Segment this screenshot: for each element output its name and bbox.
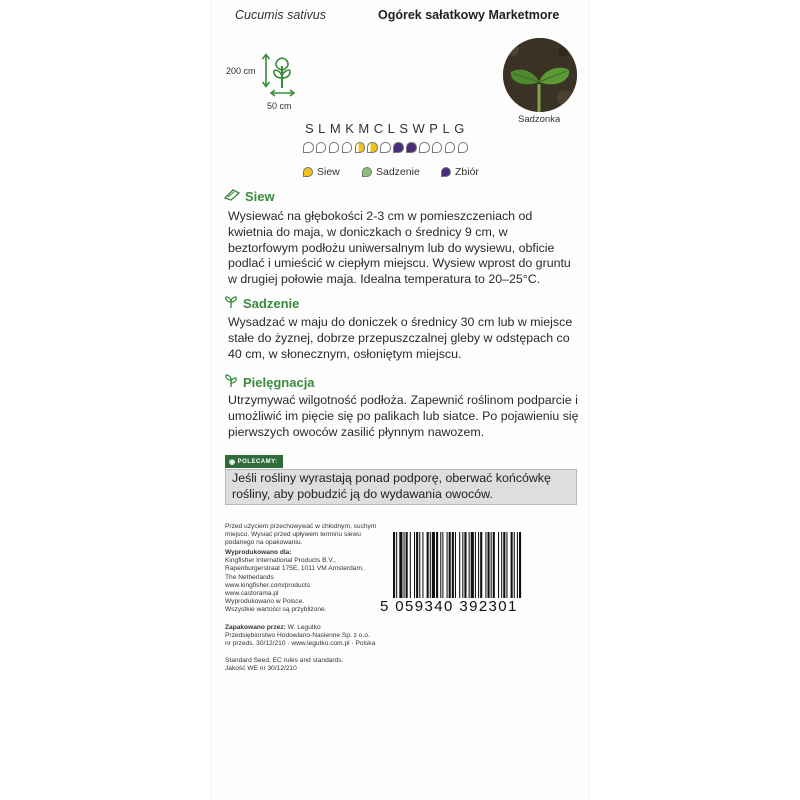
barcode-bar bbox=[432, 532, 435, 598]
plant-size-icon bbox=[260, 52, 302, 105]
barcode-bar bbox=[414, 532, 415, 598]
barcode-bar bbox=[399, 532, 402, 598]
barcode-bar bbox=[452, 532, 454, 598]
month-cell-sow bbox=[367, 142, 378, 153]
barcode-bar bbox=[491, 532, 492, 598]
planting-heading: Sadzenie bbox=[224, 295, 299, 312]
standard-note: Standard Seed, EC rules and standards. Jakość WE nr 30/12/210 bbox=[225, 657, 344, 673]
month-cell-none bbox=[419, 142, 430, 153]
barcode bbox=[393, 532, 571, 598]
barcode-bar bbox=[462, 532, 463, 598]
barcode-bar bbox=[478, 532, 479, 598]
barcode-bar bbox=[396, 532, 397, 598]
barcode-bar bbox=[449, 532, 451, 598]
barcode-bar bbox=[427, 532, 429, 598]
month-calendar bbox=[303, 142, 468, 153]
storage-note: Przed użyciem przechowywać w chłodnym, suchym miejscu. Wysiać przed upływem terminu siewu podanego na opakowaniu. bbox=[225, 523, 377, 547]
plant-drop-icon bbox=[362, 167, 372, 177]
legend-harvest: Zbiór bbox=[441, 166, 479, 178]
barcode-bar bbox=[519, 532, 521, 598]
barcode-bar bbox=[511, 532, 513, 598]
month-cell-none bbox=[329, 142, 340, 153]
sow-heading: Siew bbox=[224, 189, 275, 204]
produced-for: Wyprodukowano dla: Kingfisher International Products B.V., Rapenburgerstraat 175E, 1011 VM Amsterdam, The Netherlands www.kingfisher.com/products www.castorama.pl Wyprodukowano w Polsce. Wszystkie wartości są przybliżone. bbox=[225, 549, 364, 614]
width-label: 50 cm bbox=[267, 101, 292, 111]
barcode-bar bbox=[442, 532, 443, 598]
barcode-bar bbox=[406, 532, 408, 598]
harvest-drop-icon bbox=[441, 167, 451, 177]
height-label: 200 cm bbox=[226, 66, 256, 76]
barcode-bar bbox=[501, 532, 502, 598]
seedling-label: Sadzonka bbox=[518, 114, 561, 125]
barcode-bar bbox=[498, 532, 499, 598]
month-cell-none bbox=[445, 142, 456, 153]
plant-care-icon bbox=[224, 374, 238, 391]
barcode-digits: 5 059340 392301 bbox=[380, 598, 518, 615]
recommend-text: Jeśli rośliny wyrastają ponad podporę, oberwać końcówkę rośliny, aby pobudzić ją do wydawania owoców. bbox=[225, 469, 577, 505]
sprout-icon bbox=[224, 295, 238, 312]
barcode-bar bbox=[488, 532, 490, 598]
month-cell-none bbox=[458, 142, 469, 153]
barcode-bar bbox=[471, 532, 474, 598]
month-cell-none bbox=[342, 142, 353, 153]
care-text: Utrzymywać wilgotność podłoża. Zapewnić roślinom podparcie i umożliwić im pięcie się po palikach lub siatce. Po pojawieniu się pierwszych owoców zasilić płynnym nawozem. bbox=[228, 393, 579, 439]
barcode-bar bbox=[455, 532, 456, 598]
barcode-bar bbox=[469, 532, 470, 598]
product-title: Ogórek sałatkowy Marketmore bbox=[378, 8, 560, 22]
month-letters: SLMKMCLSWPLG bbox=[305, 121, 469, 136]
latin-name: Cucumis sativus bbox=[235, 8, 326, 22]
month-cell-none bbox=[380, 142, 391, 153]
month-cell-sow bbox=[355, 142, 366, 153]
barcode-bar bbox=[422, 532, 423, 598]
sow-text: Wysiewać na głębokości 2-3 cm w pomieszczeniach od kwietnia do maja, w doniczkach o średnicy 9 cm, w beztorfowym podłożu uniwersalnym lub do wysiewu, obficie podlać i umieścić w ciepłym miejscu. Wysiew wprost do gruntu w drugiej połowie maja. Idealna temperatura to 20–25°C. bbox=[228, 209, 571, 287]
barcode-bar bbox=[419, 532, 420, 598]
legend-sow: Siew bbox=[303, 166, 340, 178]
planting-text: Wysadzać w maju do doniczek o średnicy 30 cm lub w miejsce stałe do żyznej, dobrze przepuszczalnej gleby w odstępach co 40 cm, w słonecznym, osłoniętym miejscu. bbox=[228, 315, 573, 361]
barcode-bar bbox=[440, 532, 441, 598]
month-cell-none bbox=[303, 142, 314, 153]
barcode-bar bbox=[447, 532, 448, 598]
seed-packet-icon bbox=[224, 189, 240, 204]
barcode-bar bbox=[393, 532, 395, 598]
barcode-bar bbox=[464, 532, 466, 598]
barcode-bar bbox=[430, 532, 431, 598]
barcode-bar bbox=[475, 532, 476, 598]
care-heading: Pielęgnacja bbox=[224, 374, 315, 391]
packed-by: Zapakowano przez: W. Legutko Przedsiębiorstwo Hodowlano-Nasienne Sp. z o.o. nr przeds. 30/12/210 · www.legutko.com.pl · Polska bbox=[225, 624, 376, 648]
seedling-photo bbox=[503, 38, 577, 112]
recommend-band: ◉ POLECAMY: bbox=[225, 455, 283, 468]
barcode-bar bbox=[459, 532, 460, 598]
barcode-bar bbox=[506, 532, 507, 598]
sow-drop-icon bbox=[303, 167, 313, 177]
month-cell-none bbox=[432, 142, 443, 153]
month-cell-none bbox=[316, 142, 327, 153]
legend-plant: Sadzenie bbox=[362, 166, 420, 178]
barcode-bar bbox=[493, 532, 495, 598]
barcode-bar bbox=[436, 532, 438, 598]
barcode-bar bbox=[514, 532, 515, 598]
month-cell-harvest bbox=[393, 142, 404, 153]
barcode-bar bbox=[410, 532, 411, 598]
barcode-bar bbox=[416, 532, 418, 598]
barcode-bar bbox=[517, 532, 518, 598]
barcode-bar bbox=[485, 532, 486, 598]
thumbs-up-icon: ◉ bbox=[229, 458, 236, 466]
month-cell-harvest bbox=[406, 142, 417, 153]
barcode-bar bbox=[503, 532, 505, 598]
barcode-bar bbox=[404, 532, 405, 598]
barcode-bar bbox=[480, 532, 482, 598]
